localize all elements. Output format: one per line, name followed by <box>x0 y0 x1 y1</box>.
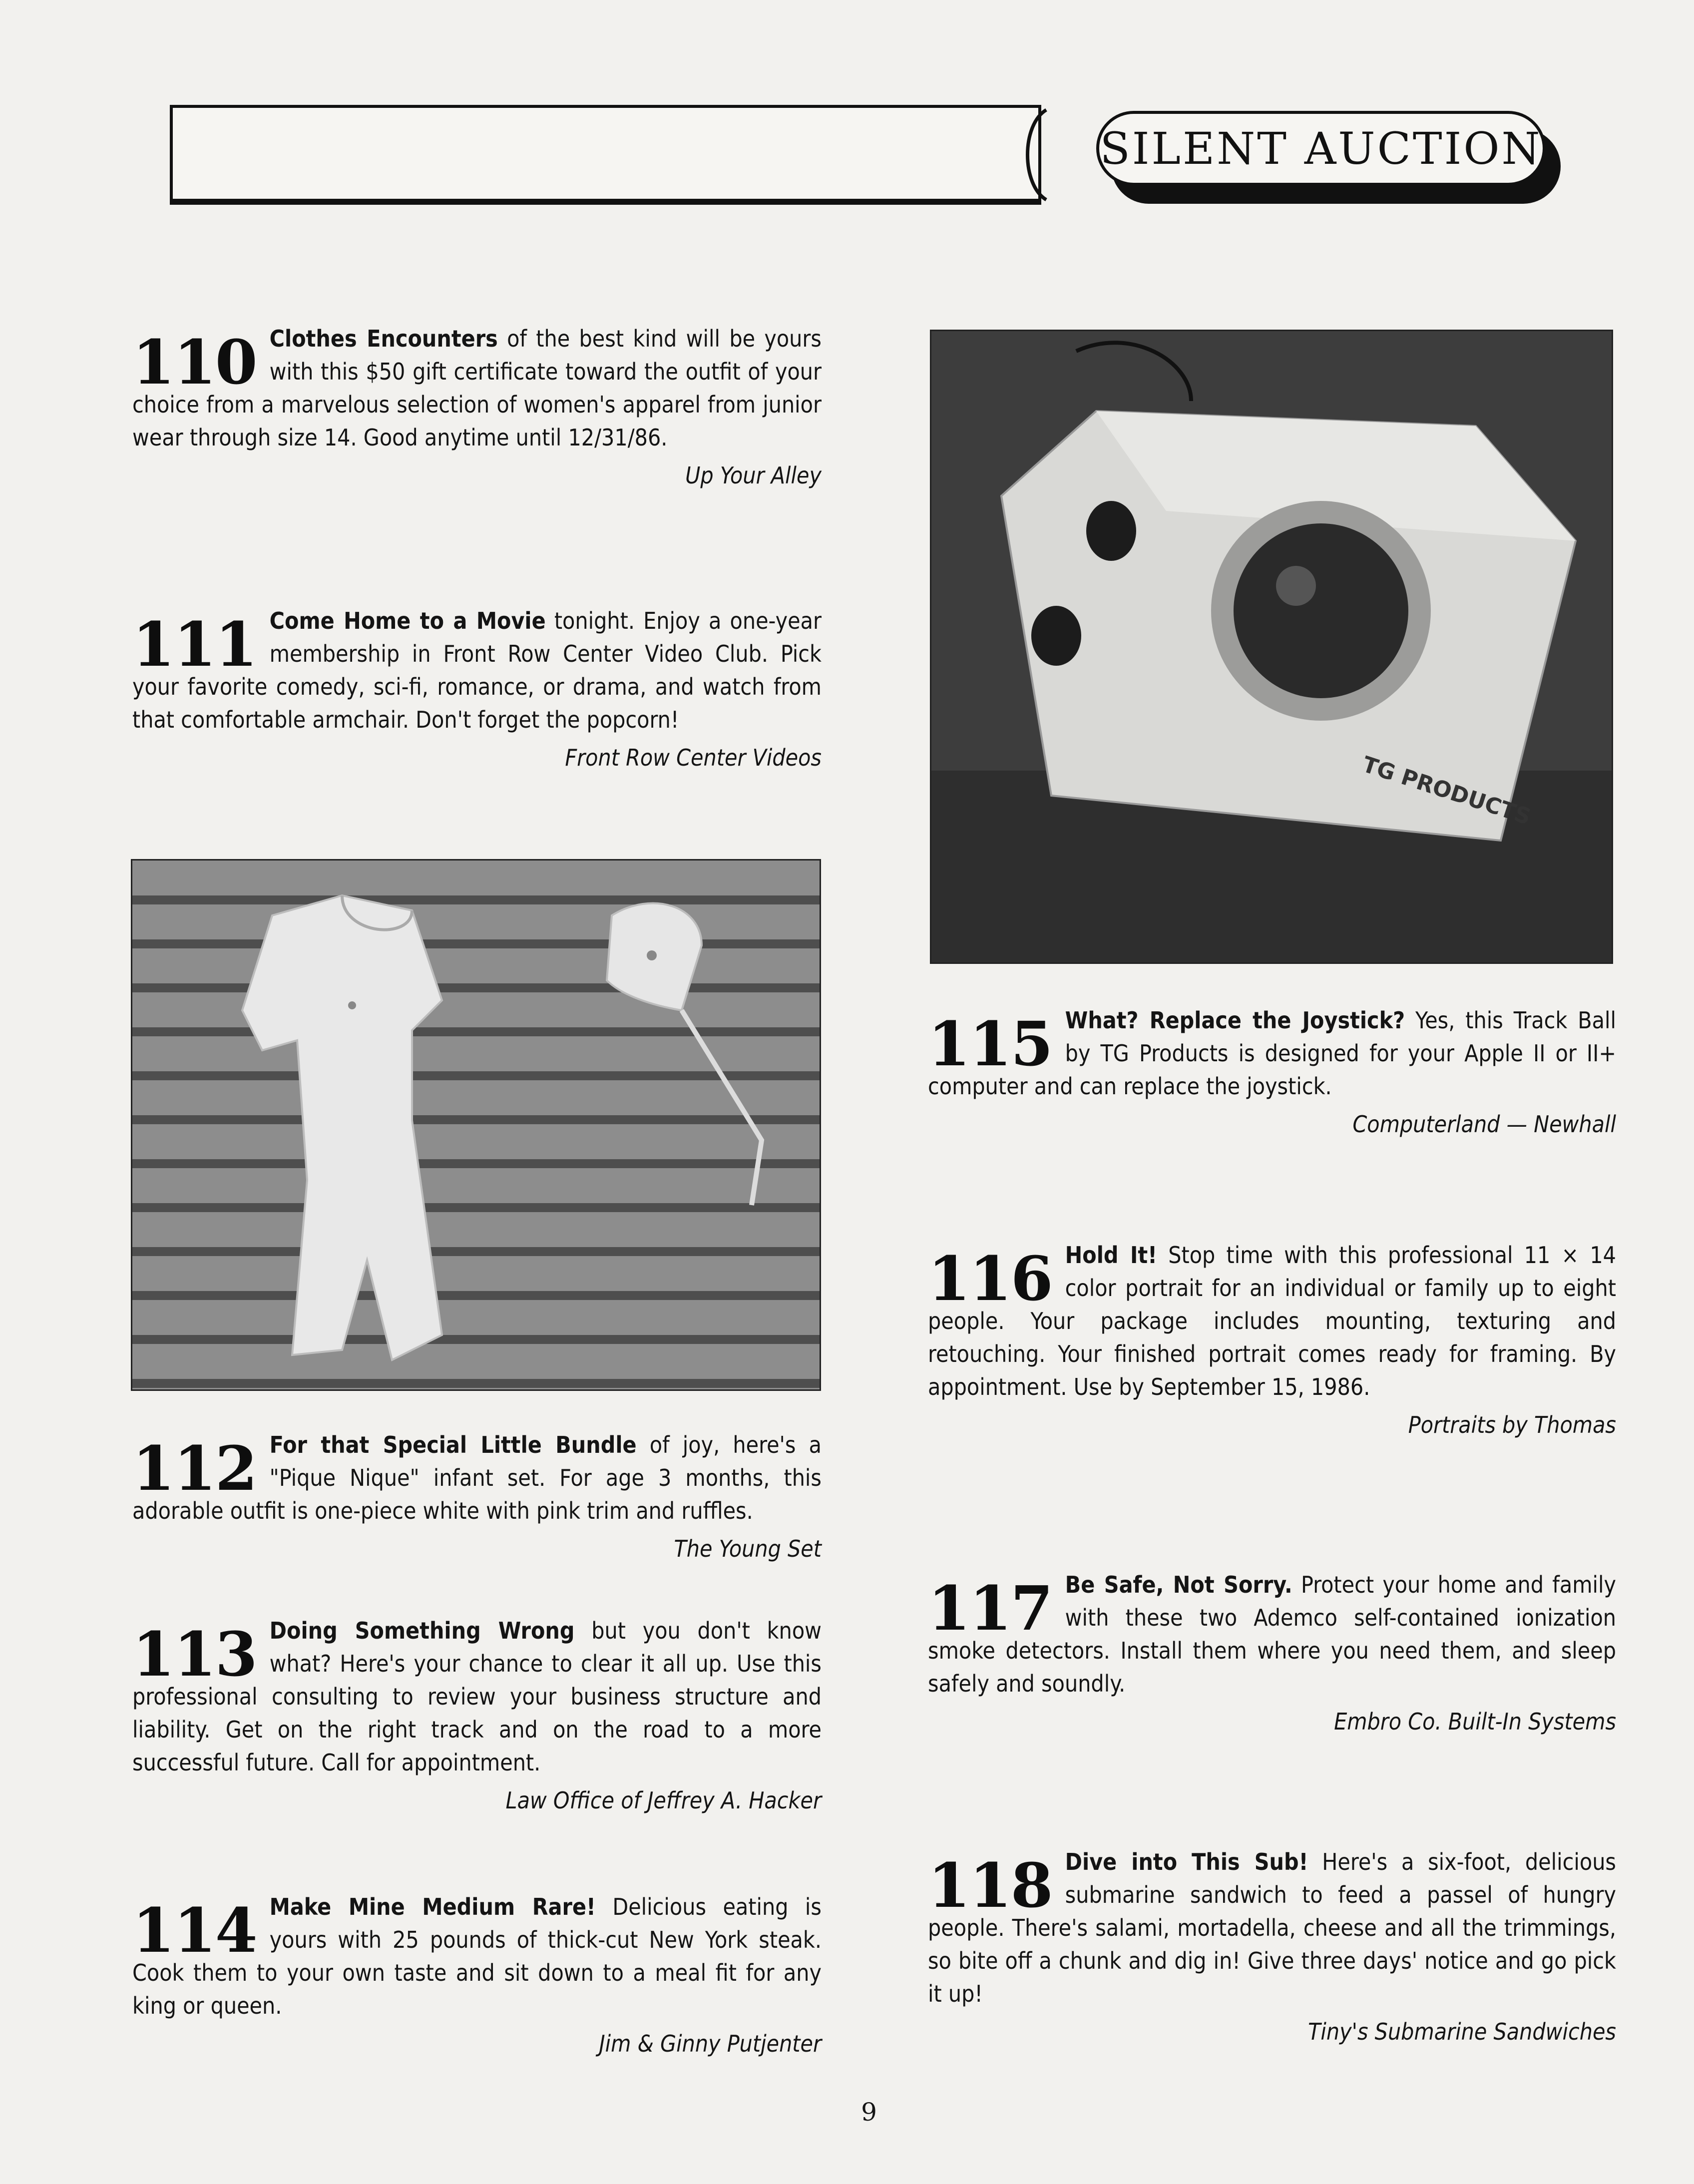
item-number: 116 <box>928 1243 1052 1314</box>
item-title: Clothes Encounters <box>269 325 498 352</box>
auction-item-111 <box>132 604 822 774</box>
item-number: 113 <box>132 1618 257 1690</box>
item-number: 111 <box>132 608 257 680</box>
auction-item-118 <box>928 1845 1616 2048</box>
item-title: Hold It! <box>1065 1242 1158 1269</box>
trackball-logo-text: TG PRODUCTS <box>1359 751 1534 830</box>
item-donor: Front Row Center Videos <box>565 744 822 771</box>
auction-item-113 <box>132 1614 822 1817</box>
item-description: Here's a six-foot, delicious submarine sandwich to feed a passel of hungry people. There's salami, mortadella, cheese and all the trimmings, so bite off a chunk and dig in! Give three days' notice and go pick it up! <box>928 1848 1616 2007</box>
item-number: 115 <box>928 1008 1052 1080</box>
item-number: 118 <box>928 1849 1052 1921</box>
item-title: Come Home to a Movie <box>269 607 546 634</box>
item-description: tonight. Enjoy a one-year membership in Front Row Center Video Club. Pick your favorite comedy, sci-fi, romance, or drama, and watch from that comfortable armchair. Don't forget the popcorn! <box>132 607 822 733</box>
item-donor: Up Your Alley <box>685 462 822 489</box>
item-description: but you don't know what? Here's your chance to clear it all up. Use this professional consulting to review your business structure and liability. Get on the right track and on the road to a more successful future. Call for appointment. <box>132 1617 822 1776</box>
item-donor: Computerland — Newhall <box>1352 1111 1616 1138</box>
item-title: Be Safe, Not Sorry. <box>1065 1571 1292 1598</box>
item-number: 112 <box>132 1432 257 1504</box>
item-donor: Tiny's Submarine Sandwiches <box>1308 2018 1616 2045</box>
auction-item-112 <box>132 1428 822 1565</box>
page-number: 9 <box>861 2098 877 2127</box>
item-title: Make Mine Medium Rare! <box>269 1893 596 1920</box>
item-donor: The Young Set <box>674 1535 822 1562</box>
banner-scroll-curl <box>1016 105 1051 205</box>
item-description: of the best kind will be yours with this $50 gift certificate toward the outfit of your choice from a marvelous selection of women's apparel from junior wear through size 14. Good anytime until 12/31/86. <box>132 325 822 451</box>
item-title: Doing Something Wrong <box>269 1617 575 1644</box>
auction-item-117 <box>928 1568 1616 1738</box>
item-number: 114 <box>132 1894 257 1966</box>
header-banner-bar <box>170 105 1041 205</box>
item-donor: Portraits by Thomas <box>1408 1411 1616 1438</box>
auction-item-116 <box>928 1239 1616 1441</box>
item-donor: Law Office of Jeffrey A. Hacker <box>505 1787 822 1814</box>
banner-label: SILENT AUCTION <box>1100 122 1542 174</box>
item-description: Delicious eating is yours with 25 pounds of thick-cut New York steak. Cook them to your own taste and sit down to a meal fit for any king or queen. <box>132 1893 822 2019</box>
auction-item-110 <box>132 322 822 492</box>
item-title: Dive into This Sub! <box>1065 1848 1308 1875</box>
item-description: Protect your home and family with these two Ademco self-contained ionization smoke detectors. Install them where you need them, and sleep safely and soundly. <box>928 1571 1616 1697</box>
item-title: For that Special Little Bundle <box>269 1431 637 1458</box>
item-description: Stop time with this professional 11 × 14 color portrait for an individual or family up to eight people. Your package includes mounting, texturing and retouching. Your finished portrait comes ready for framing. By appointment. Use by September 15, 1986. <box>928 1242 1616 1400</box>
silent-auction-banner <box>1096 111 1546 186</box>
infant-outfit-illustration <box>132 861 820 1389</box>
item-donor: Embro Co. Built-In Systems <box>1334 1708 1616 1735</box>
infant-outfit-photo <box>131 859 821 1391</box>
item-description: Yes, this Track Ball by TG Products is designed for your Apple II or II+ computer and can replace the joystick. <box>928 1007 1616 1100</box>
trackball-illustration <box>931 331 1612 962</box>
item-number: 117 <box>928 1572 1052 1644</box>
item-number: 110 <box>132 326 257 398</box>
item-description: of joy, here's a "Pique Nique" infant set. For age 3 months, this adorable outfit is one-piece white with pink trim and ruffles. <box>132 1431 822 1524</box>
auction-item-114 <box>132 1890 822 2060</box>
auction-item-115 <box>928 1004 1616 1141</box>
item-donor: Jim & Ginny Putjenter <box>599 2030 822 2057</box>
trackball-photo <box>930 330 1613 964</box>
item-title: What? Replace the Joystick? <box>1065 1007 1405 1034</box>
